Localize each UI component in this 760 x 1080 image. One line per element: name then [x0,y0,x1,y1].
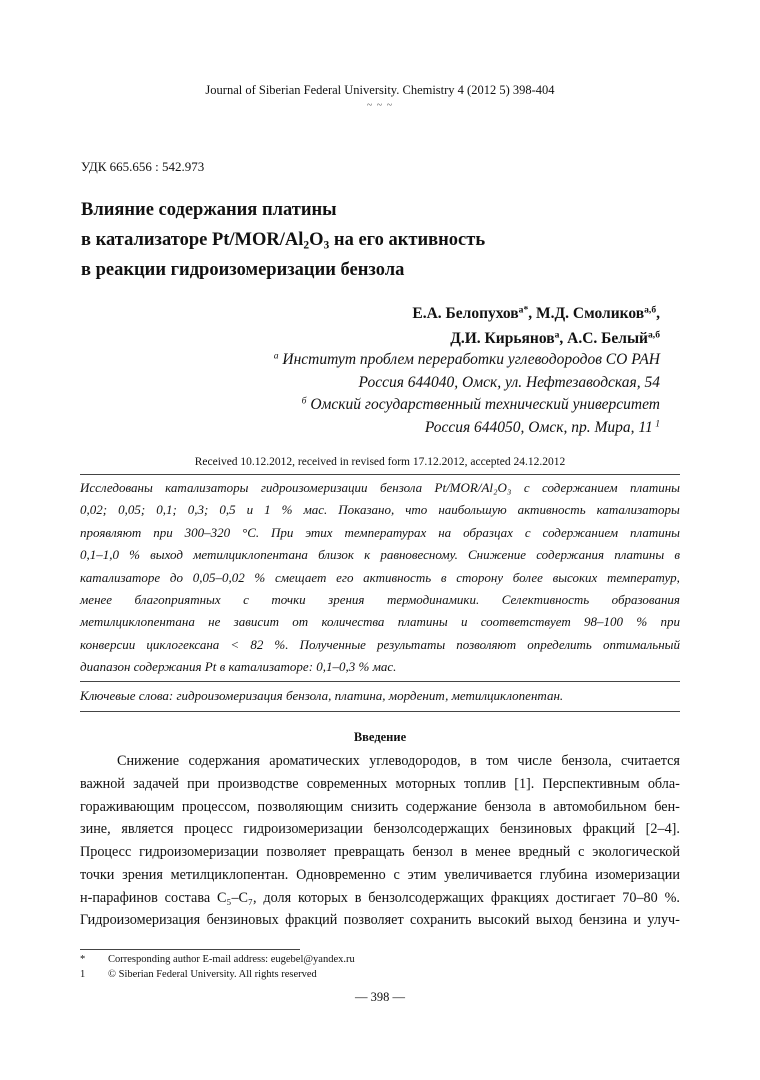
word: глубина [539,866,588,883]
word: моторных [395,775,456,792]
word: %. [274,636,289,652]
affiliation-a-address: Россия 644040, Омск, ул. Нефтезаводская, 54 [358,373,660,391]
word: доля [263,889,292,906]
abstract-line [80,656,680,678]
word: % [254,569,266,585]
word: экологической [592,844,680,860]
word: бензолсодержащих [373,821,490,838]
word: температур, [607,569,680,585]
abstract-line [80,544,680,566]
word: оптимальный [602,636,680,652]
word: благоприятных [134,591,221,607]
word: в [674,547,680,563]
word: Селективность [501,591,590,607]
word: бензиновых [499,821,573,838]
word: бен- [654,798,680,815]
word: бензиновых [206,912,279,929]
word: не [208,614,221,630]
word: бензола [379,480,423,495]
word: от [292,614,309,630]
affil-name: Омский государственный технический университет [306,396,660,413]
word: платины [397,614,448,630]
word: состава [164,889,211,906]
affiliations [274,349,660,439]
word: образования [611,591,680,607]
word: в [354,889,362,906]
word: близок [318,547,354,563]
word: содержание [405,798,477,815]
article-title [81,195,681,285]
word: термодинамики. [386,591,480,607]
author-affil-mark: а,б [644,304,657,316]
word: вредный [518,844,571,860]
word: точки [271,591,306,607]
author-affil-mark: а,б [648,329,660,341]
word: катализаторы [596,502,680,518]
word: содержания [188,753,260,769]
word: Pt/MOR/Al₂O₃ [434,480,512,495]
word: этих [305,524,333,540]
word: при [153,524,173,540]
word: автомобильном [553,798,647,815]
footnote-rule [80,949,300,950]
word: Исследованы [80,480,153,495]
title-text: O [309,230,324,250]
word: числе [517,753,552,769]
word: производстве [217,775,299,792]
author-name: , М.Д. Смоликов [528,305,645,322]
paragraph-line [80,909,680,932]
word: мас. [303,502,328,518]
title-subscript: 3 [323,239,330,252]
word: наибольшую [438,502,507,518]
authors-line-2 [412,326,660,351]
word: с [524,524,531,540]
word: < [230,636,240,652]
word: зависит [233,614,280,630]
word: современных [306,775,388,792]
word: и [633,912,641,929]
word: обла- [647,775,680,792]
word: снизить [350,798,399,815]
word: в [440,569,447,585]
word: точки [80,866,115,883]
word: равновесному. [380,547,458,563]
word: считается [621,753,680,769]
word: 300–320 [184,524,231,540]
journal-header: Journal of Siberian Federal University. Chemistry 4 (2012 5) 398-404 [205,83,555,97]
author-name: Е.А. Белопухов [412,305,519,322]
word: катализаторе [80,569,161,585]
word: содержания [536,547,605,563]
word: фракций [285,912,338,929]
word: Одновременно [296,866,386,883]
word: высоких [552,569,598,585]
affil-name: Институт проблем переработки углеводородов СО РАН [278,351,660,368]
word: °C. [242,524,260,540]
word: в [538,798,546,815]
abstract-line [80,611,680,633]
word: бензола, [561,753,612,769]
abstract-line [80,522,680,544]
word: высокий [477,912,530,929]
footnote-text: © Siberian Federal University. All rights reserved [108,969,317,980]
word: задачей [133,775,179,792]
word: зрения [328,591,365,607]
paragraph-line [80,796,680,819]
word: и [460,614,468,630]
abstract-line [80,589,680,611]
word: фракций [582,821,635,838]
word: %. [664,889,680,906]
word: с [243,591,249,607]
paragraph-line [80,841,680,864]
abstract [80,477,680,679]
word: увеличивается [444,866,532,883]
word: 0,1–1,0 [80,547,119,563]
introduction-text [80,750,680,932]
word: процессом, [181,798,250,815]
title-text: в катализаторе Pt/MOR/Al [81,230,304,250]
affiliation-a [274,349,660,372]
word: позволяет [266,844,327,860]
abstract-top-rule [80,474,680,475]
word: выход [150,547,183,563]
word: 98–100 [584,614,624,630]
header-ornament: ~ ~ ~ [366,100,394,111]
title-text: на его активность [329,230,486,250]
word: превращать [334,844,405,860]
word: 0,5 [219,502,236,518]
word: 70–80 [622,889,658,906]
word: и [246,502,254,518]
word: бензина [579,912,628,929]
paragraph-line [80,864,680,887]
abstract-line [80,477,680,499]
authors-line-1 [412,301,660,326]
page-number: — 398 — [355,990,405,1004]
word: 0,3; [187,502,209,518]
word: ароматических [269,753,360,769]
word: активность [363,569,432,585]
word: смещает [274,569,327,585]
word: которых [297,889,348,906]
word: на [438,524,452,540]
word: Процесс [80,844,132,860]
author-separator: , [656,305,660,322]
word: Снижение [117,753,180,769]
word: циклогексана [146,636,220,652]
word: изомеризации [595,866,680,883]
word: сторону [456,569,504,585]
word: катализаторы [165,480,249,495]
word: гидроизомеризации [243,821,363,838]
author-affil-mark: а* [518,304,529,316]
word: бензола [484,798,532,815]
word: % [281,502,293,518]
title-line-2 [81,225,681,255]
word: содержанием [542,524,619,540]
word: к [364,547,371,563]
word: углеводородов, [369,753,461,769]
abstract-line [80,567,680,589]
word: том [486,753,509,769]
author-affil-mark: а [554,329,560,341]
word: метилциклопентана [80,614,195,630]
word: с [523,480,530,495]
word: проявляют [80,524,142,540]
word: в [470,753,477,769]
footnote-mark: 1 [80,969,86,980]
word: [1]. [514,775,535,792]
word: в [460,844,468,860]
word: определить [527,636,592,652]
word: метилциклопентана [193,547,308,563]
paragraph-line [80,773,680,796]
word: бензолсодержащих [368,889,485,906]
word: важной [80,775,125,792]
affiliation-b-address [274,417,660,440]
word: до [169,569,183,585]
keywords: Ключевые слова: гидроизомеризация бензола, платина, морденит, метилциклопентан. [80,688,564,703]
word: гораживающим [80,798,175,815]
word: Показано, [338,502,395,518]
affil-mark: а [273,350,279,362]
word: фракциях [490,889,550,906]
paragraph-line [80,818,680,841]
word: с [578,844,585,860]
word: образцах [463,524,513,540]
word: платины [630,480,680,495]
author-name: , А.С. Белый [559,330,648,347]
abstract-bottom-rule [80,681,680,682]
word: зрения [122,866,163,883]
word: диапазон содержания Pt в катализаторе: 0,1–0,3 % мас. [80,659,397,675]
abstract-line [80,499,680,521]
affil-address: Россия 644050, Омск, пр. Мира, 11 [424,418,653,436]
footnote [80,967,355,982]
word: н-парафинов [80,889,158,906]
word: конверсии [80,636,136,652]
word: [2–4]. [645,821,680,838]
word: содержанием [542,480,618,495]
paragraph-line [80,750,680,773]
word: более [512,569,543,585]
abstract-line [80,634,680,656]
word: является [121,821,174,838]
word: % [129,547,140,563]
word: бензол [412,844,453,860]
word: 82 [250,636,264,652]
word: улуч- [647,912,680,929]
affil-mark: б [301,395,307,407]
word: % [636,614,648,630]
footnote-mark: * [80,954,86,965]
keywords-rule [80,711,680,712]
authors [412,301,660,351]
word: при [187,775,210,792]
word: достигает [556,889,616,906]
title-line-3: в реакции гидроизомеризации бензола [81,260,405,280]
word: метилциклопентан. [170,866,289,883]
author-name: Д.И. Кирьянов [450,330,555,347]
word: 1 [264,502,271,518]
word: сохранить [410,912,472,929]
word: количества [321,614,385,630]
word: менее [80,591,113,607]
word: позволяют [456,636,517,652]
footnote [80,952,355,967]
word: 0,05–0,02 [192,569,245,585]
word: позволяющим [257,798,344,815]
word: При [271,524,294,540]
word: 0,02; [80,502,108,518]
word: при [660,614,680,630]
udk-code: УДК 665.656 : 542.973 [81,159,205,174]
word: менее [475,844,511,860]
word: выход [535,912,573,929]
title-subscript: 2 [303,239,310,252]
section-title: Введение [353,730,407,744]
word: активность [517,502,586,518]
word: Снижение [468,547,527,563]
affiliation-b [274,394,660,417]
received-dates: Received 10.12.2012, received in revised form 17.12.2012, accepted 24.12.2012 [194,456,566,468]
word: 0,1; [156,502,177,518]
word: платины [614,547,665,563]
word: Перспективным [542,775,640,792]
word: результаты [377,636,446,652]
title-line-1: Влияние содержания платины [81,200,337,220]
word: гидроизомеризации [260,480,368,495]
footnote-text: Corresponding author E-mail address: eugebel@yandex.ru [108,954,355,965]
word: гидроизомеризации [139,844,259,860]
word: 0,05; [118,502,146,518]
word: соответствует [480,614,571,630]
word: температурах [344,524,427,540]
paragraph-line [80,887,680,910]
word: процесс [184,821,233,838]
footnotes [80,952,355,982]
word: с [393,866,400,883]
word: позволяет [343,912,404,929]
word: Гидроизомеризация [80,912,201,929]
word: что [405,502,428,518]
word: Полученные [299,636,366,652]
word: его [336,569,354,585]
word: платины [630,524,680,540]
word: этим [407,866,437,883]
footnote-ref: 1 [652,418,660,430]
word: C₅–C₇, [217,889,257,906]
word: топлив [463,775,507,792]
word: зине, [80,821,111,838]
